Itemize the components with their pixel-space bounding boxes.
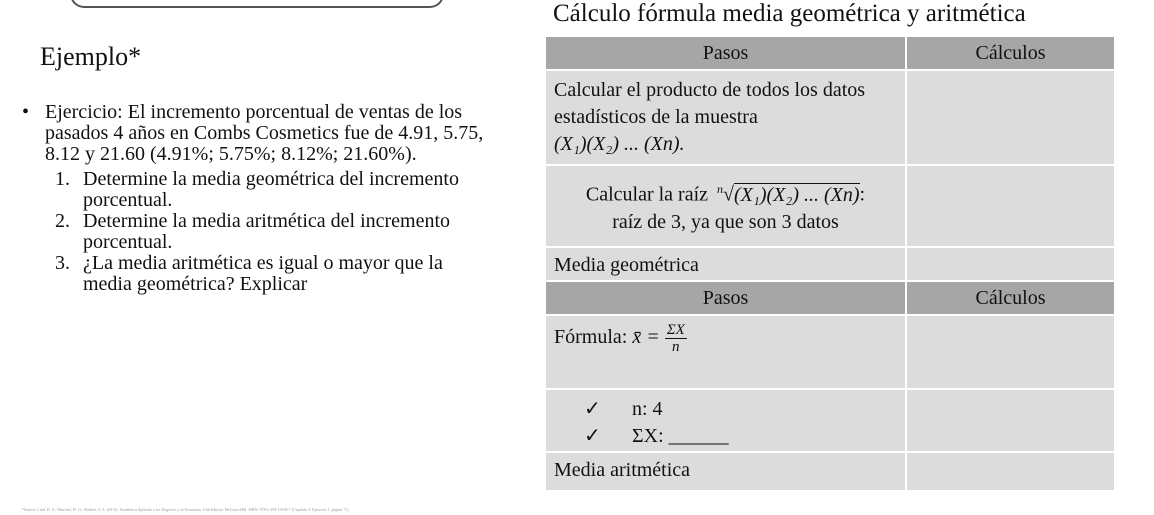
check-item [584, 396, 904, 423]
table-row [545, 315, 1115, 389]
root-radicand: (X₁)(X₂) ... (Xn) [734, 183, 860, 206]
item-number: 3. [55, 252, 70, 274]
calc-cell [906, 165, 1115, 247]
list-item [55, 253, 492, 295]
fraction-denominator: n [672, 339, 680, 355]
table-row [545, 70, 1115, 165]
table-header-row [545, 281, 1115, 315]
formula-lhs: x̄ = [632, 326, 660, 349]
header-calculos: Cálculos [906, 281, 1115, 315]
step-product-formula: (X₁)(X₂) ... (Xn). [554, 133, 685, 155]
item-text: Determine la media geométrica del incremento porcentual. [83, 168, 459, 211]
header-pasos: Pasos [545, 281, 906, 315]
check-icon: ✓ [584, 425, 601, 447]
step-product [545, 70, 906, 165]
item-text: Determine la media aritmética del incremento porcentual. [83, 210, 451, 253]
exercise-block [22, 102, 492, 295]
check-icon: ✓ [584, 398, 601, 420]
step-root-note: raíz de 3, ya que son 3 datos [612, 210, 839, 233]
calc-cell [906, 70, 1115, 165]
geometric-mean-table [544, 35, 1116, 287]
item-number: 1. [55, 168, 70, 190]
check-text-sum: ΣX: ______ [632, 425, 729, 447]
footer-citation: *Source: Lind, D. A., Marchal, W. G., Wathen, S. A. (2012). Estadística Aplicada a los Negocios y la Economía. 15th Edition. McGraw-Hill. ISBN: 978-1-259-19186-7 (Capítulo 3: Ejercicio 1, página 71) [22, 507, 349, 512]
result-label: Media aritmética [545, 452, 906, 491]
list-item [55, 211, 492, 253]
slide-title: Cálculo fórmula media geométrica y aritmética [553, 0, 1026, 27]
table-row [545, 165, 1115, 247]
item-number: 2. [55, 210, 70, 232]
bullet-dot: • [22, 101, 30, 123]
header-calculos: Cálculos [906, 36, 1115, 70]
fraction-numerator: ΣX [666, 322, 685, 338]
table-row [545, 389, 1115, 452]
root-index: n [717, 182, 724, 196]
item-text: ¿La media aritmética es igual o mayor que la media geométrica? Explicar [83, 252, 443, 295]
step-root-prefix: Calcular la raíz [585, 183, 709, 206]
calc-cell [906, 389, 1115, 452]
table-header-row [545, 36, 1115, 70]
calc-cell [906, 315, 1115, 389]
result-label: Media geométrica [545, 247, 906, 286]
example-subtitle: Ejemplo* [40, 42, 142, 71]
step-product-text: Calcular el producto de todos los datos estadísticos de la muestra [554, 79, 866, 128]
check-item [584, 423, 904, 450]
root-colon: : [859, 183, 866, 206]
question-list [22, 169, 492, 295]
checklist-cell [545, 389, 906, 452]
calc-cell [906, 452, 1115, 491]
list-item [55, 169, 492, 211]
exercise-text: Ejercicio: El incremento porcentual de ventas de los pasados 4 años en Combs Cosmetics fue de 4.91, 5.75, 8.12 y 21.60 (4.91%; 5.75%; 8.12%; 21.60%). [45, 101, 484, 165]
table-row [545, 452, 1115, 491]
step-root [545, 165, 906, 247]
exercise-bullet [22, 102, 492, 165]
arithmetic-mean-table [544, 280, 1116, 492]
formula-fraction [665, 322, 687, 355]
radical-sign-icon: √ [723, 183, 735, 206]
check-text-n: n: 4 [632, 398, 663, 420]
header-pasos: Pasos [545, 36, 906, 70]
decorative-bracket [70, 0, 444, 8]
formula-cell [545, 315, 906, 389]
formula-label: Fórmula: [554, 326, 628, 349]
